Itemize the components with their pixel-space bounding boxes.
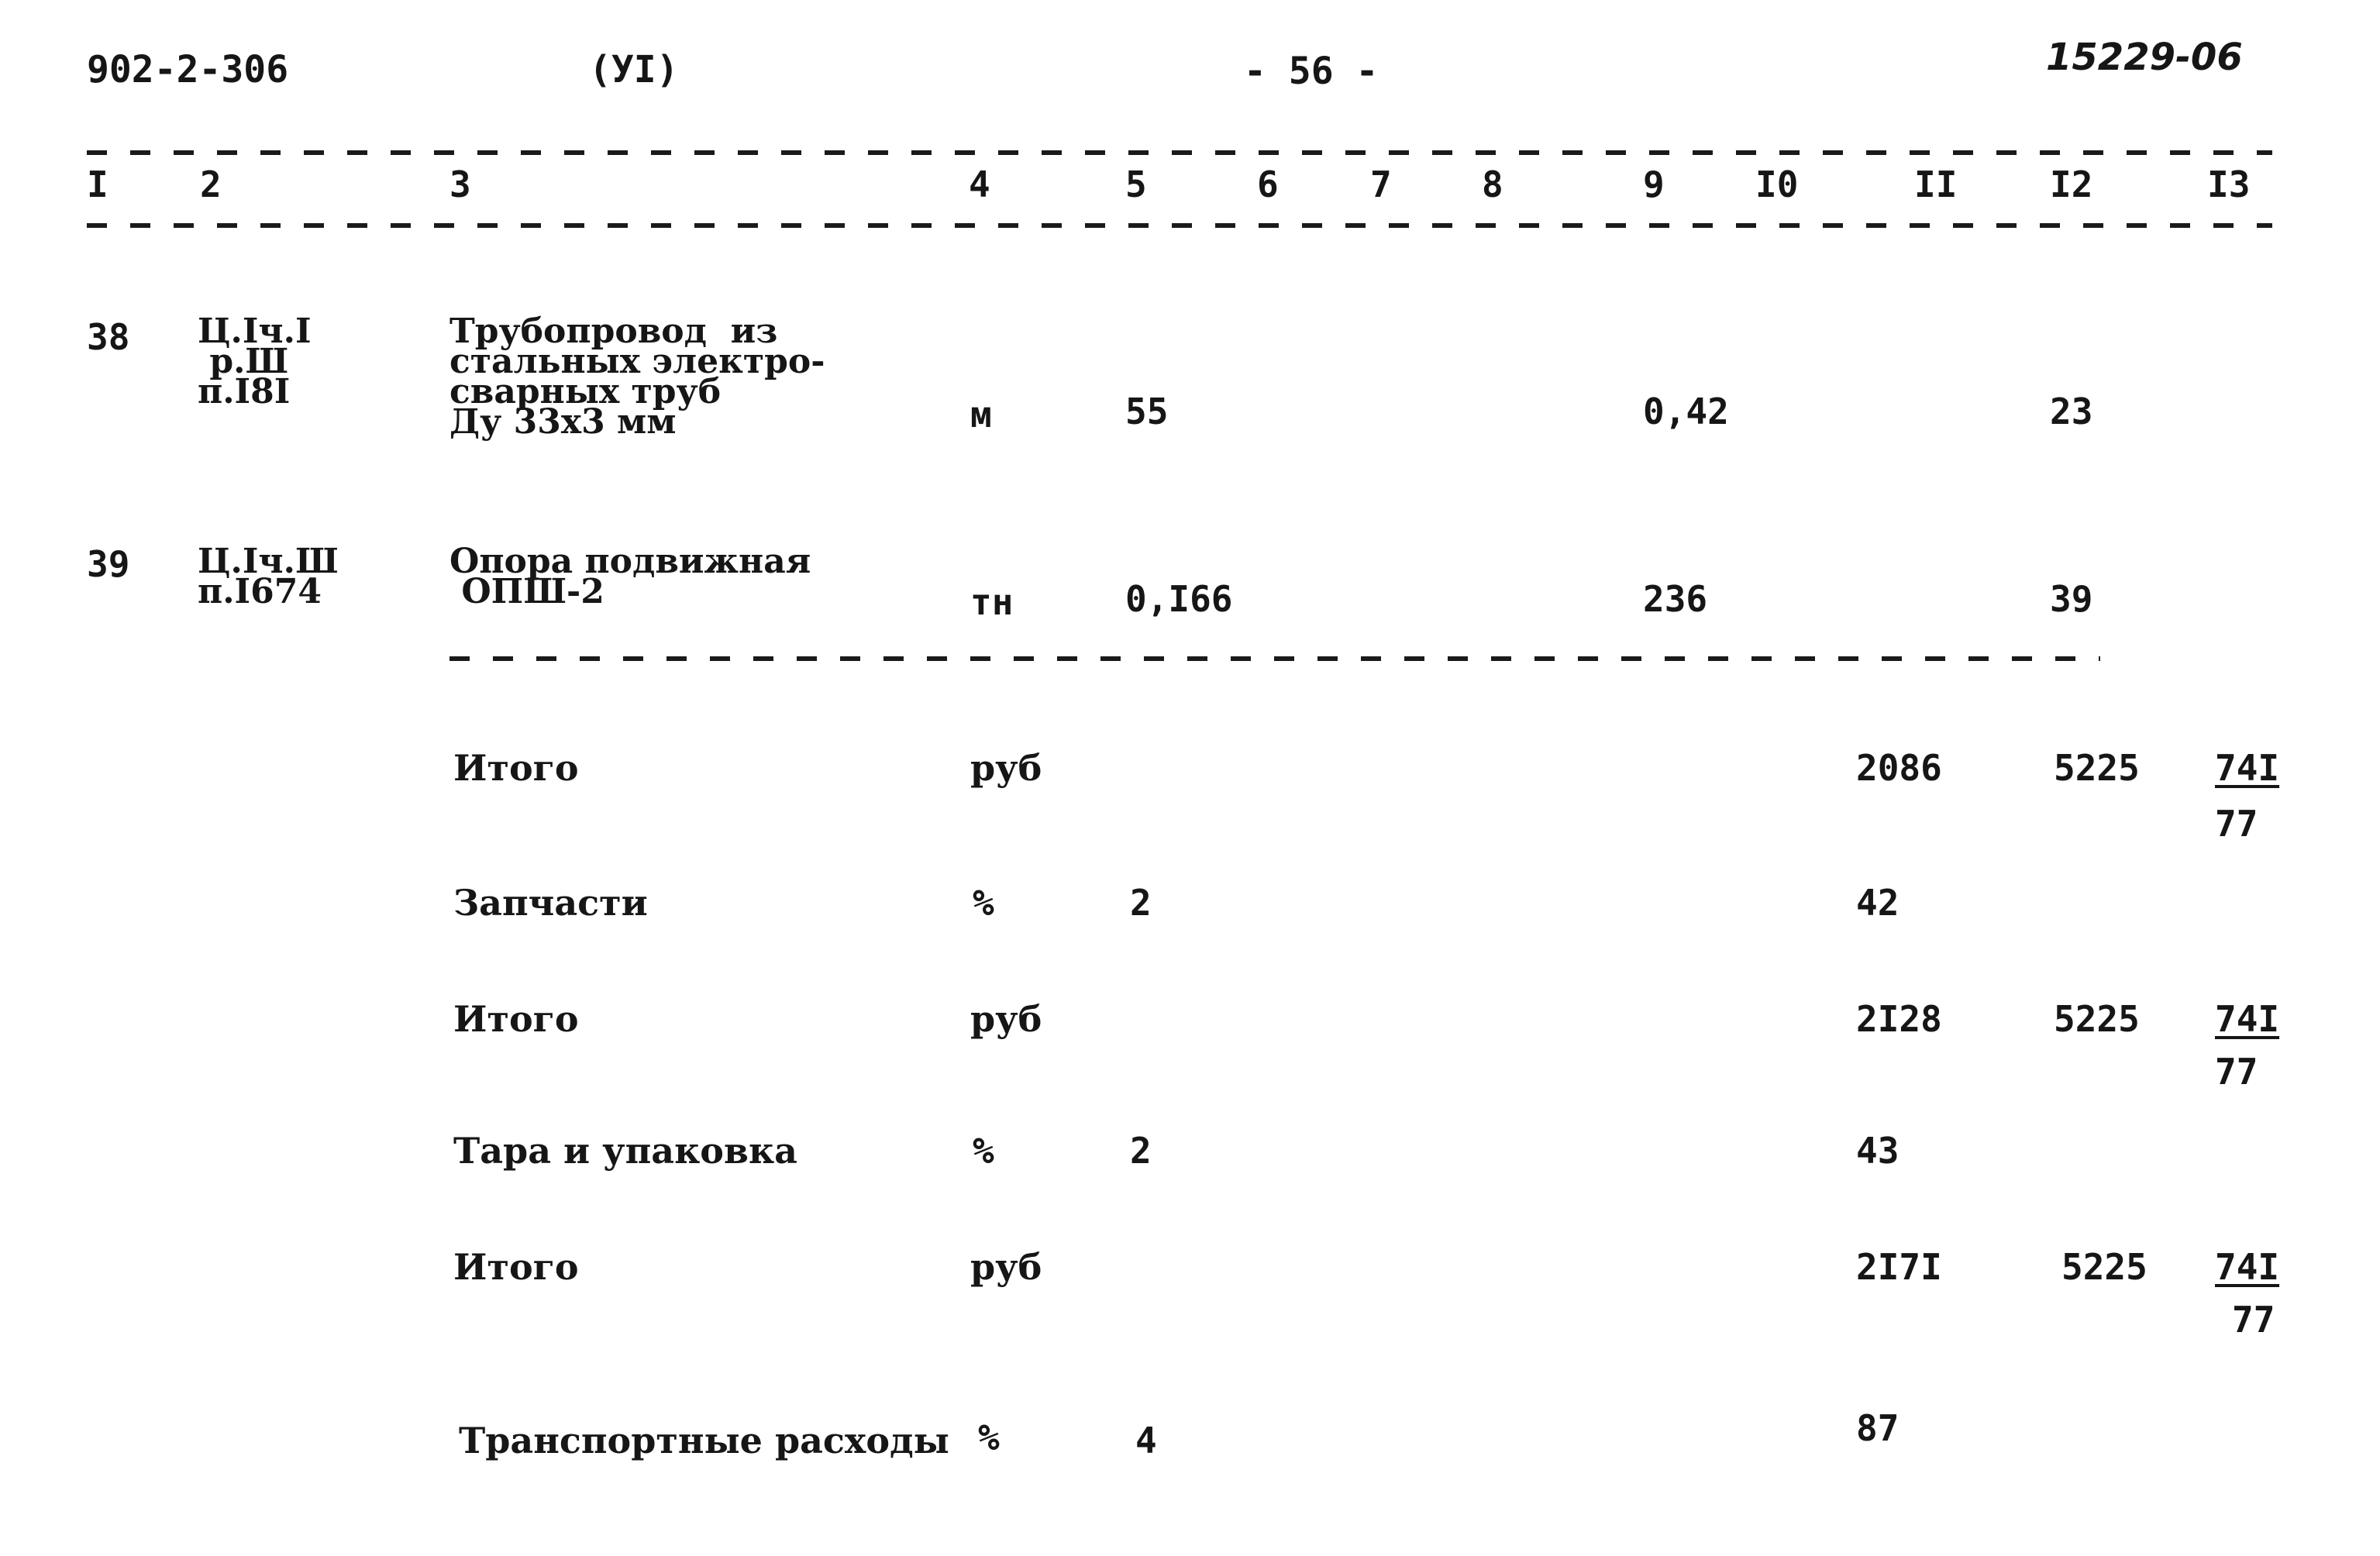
column-number: I2 (2050, 164, 2093, 205)
archive-stamp: 15229-06 (2046, 36, 2243, 79)
summary-col12: 5225 (2054, 998, 2140, 1040)
item-number: 39 (87, 543, 130, 585)
summary-label: Итого (453, 747, 579, 789)
summary-col12: 5225 (2054, 747, 2140, 789)
column-number: II (1914, 164, 1958, 205)
summary-col13-bottom: 77 (2232, 1299, 2275, 1341)
column-number: I3 (2207, 164, 2251, 205)
item-quantity: 55 (1125, 391, 1169, 432)
column-number: I0 (1755, 164, 1799, 205)
column-number: 2 (200, 164, 222, 205)
column-number: I (87, 164, 108, 205)
summary-percent: 4 (1135, 1420, 1157, 1461)
section-label: (УI) (589, 48, 679, 91)
summary-col12: 5225 (2061, 1246, 2148, 1288)
item-quantity: 0,I66 (1125, 578, 1233, 620)
item-unit: тн (970, 581, 1014, 623)
item-name: Трубопровод из стальных электро- сварных труб Ду 33х3 мм (449, 312, 825, 442)
summary-unit: руб (970, 1246, 1042, 1288)
summary-col11: 87 (1856, 1407, 1900, 1449)
item-unit-price: 0,42 (1643, 391, 1729, 432)
column-number: 8 (1482, 164, 1503, 205)
item-unit: м (970, 394, 992, 435)
item-total: 23 (2050, 391, 2093, 432)
summary-col11: 42 (1856, 882, 1900, 924)
item-name: Опора подвижная ОПШ-2 (449, 542, 811, 611)
summary-col11: 43 (1856, 1130, 1900, 1172)
summary-label: Тара и упаковка (453, 1130, 797, 1172)
summary-label: Запчасти (453, 882, 648, 924)
summary-unit: руб (970, 747, 1042, 789)
summary-col11: 2086 (1856, 747, 1942, 789)
summary-col13-top: 74I (2215, 1246, 2280, 1288)
column-number: 6 (1257, 164, 1279, 205)
document-code: 902-2-306 (87, 48, 289, 91)
item-price-code: Ц.Iч.Ш п.I674 (198, 542, 339, 611)
summary-col11: 2I28 (1856, 998, 1942, 1040)
item-total: 39 (2050, 578, 2093, 620)
header-bottom-rule (87, 223, 2272, 228)
column-number: 3 (449, 164, 471, 205)
summary-unit: % (973, 1130, 994, 1172)
summary-col13-bottom: 77 (2215, 803, 2258, 845)
summary-col13-bottom: 77 (2215, 1051, 2258, 1093)
summary-label: Транспортные расходы (459, 1420, 949, 1461)
header-top-rule (87, 150, 2272, 155)
summary-percent: 2 (1130, 1130, 1152, 1172)
items-separator-rule (449, 656, 2100, 661)
summary-label: Итого (453, 1246, 579, 1288)
page-number: - 56 - (1244, 50, 1379, 93)
summary-col11: 2I7I (1856, 1246, 1942, 1288)
summary-label: Итого (453, 998, 579, 1040)
summary-col13-top: 74I (2215, 998, 2280, 1040)
summary-percent: 2 (1130, 882, 1152, 924)
item-number: 38 (87, 316, 130, 358)
summary-unit: % (973, 882, 994, 924)
column-number: 9 (1643, 164, 1665, 205)
summary-col13-top: 74I (2215, 747, 2280, 789)
column-number: 5 (1125, 164, 1147, 205)
summary-unit: % (978, 1417, 1000, 1458)
item-unit-price: 236 (1643, 578, 1708, 620)
column-number: 7 (1370, 164, 1392, 205)
item-price-code: Ц.Iч.I р.Ш п.I8I (198, 312, 312, 411)
summary-unit: руб (970, 998, 1042, 1040)
column-number: 4 (969, 164, 990, 205)
